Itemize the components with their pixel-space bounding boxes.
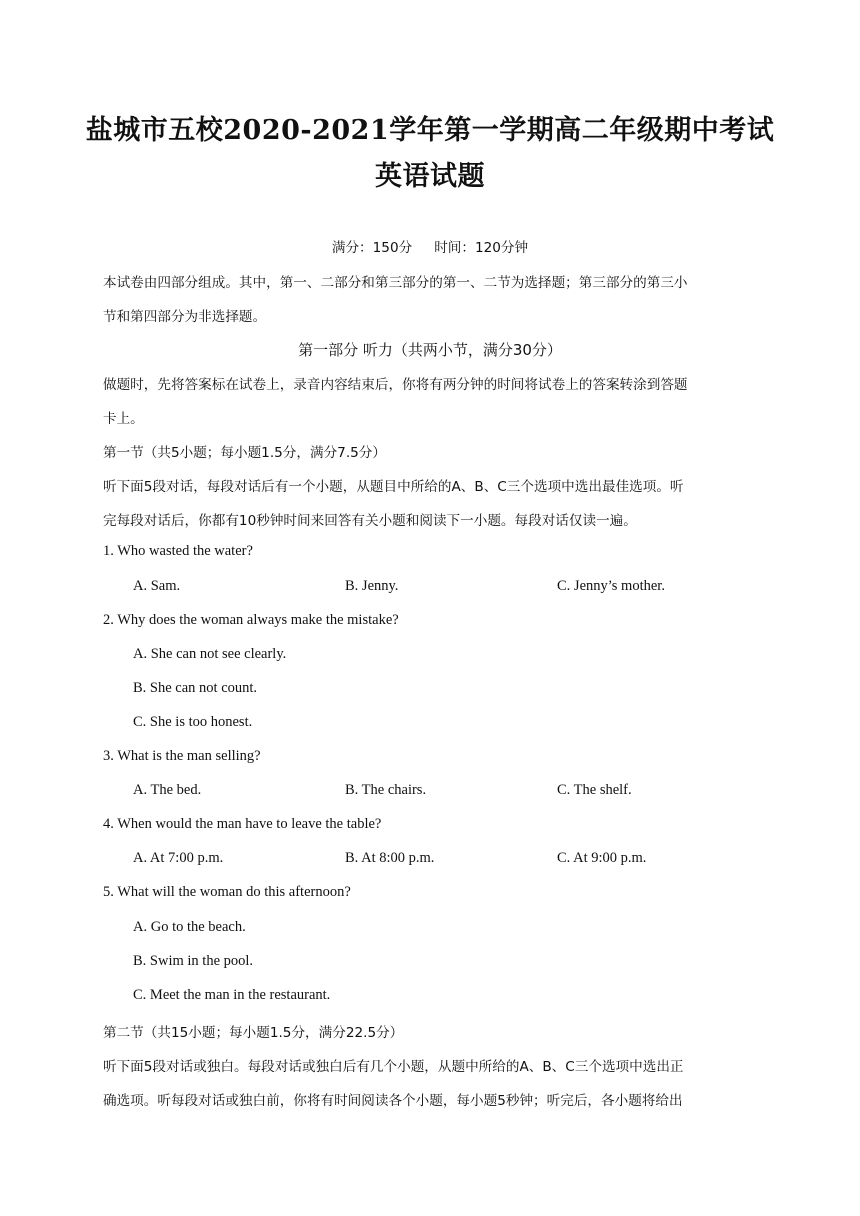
section1-instruction: 完每段对话后，你都有10秒钟时间来回答有关小题和阅读下一小题。每段对话仅读一遍。 (103, 513, 637, 529)
exam-meta (0, 236, 860, 256)
part1-instruction: 卡上。 (103, 411, 144, 427)
q4-option-c: C. At 9:00 p.m. (557, 850, 647, 866)
question-1: 1. Who wasted the water? (103, 543, 253, 559)
intro-line: 节和第四部分为非选择题。 (103, 309, 267, 325)
q3-option-a: A. The bed. (133, 782, 202, 798)
q3-option-b: B. The chairs. (345, 782, 427, 798)
exam-subtitle: 英语试题 (375, 161, 485, 192)
q1-option-a: A. Sam. (133, 578, 181, 594)
section2-heading: 第二节（共15小题；每小题1.5分，满分22.5分） (103, 1025, 404, 1041)
question-5: 5. What will the woman do this afternoon? (103, 884, 351, 900)
part1-heading: 第一部分 听力（共两小节，满分30分） (298, 341, 562, 359)
part1-instruction: 做题时，先将答案标在试卷上，录音内容结束后，你将有两分钟的时间将试卷上的答案转涂到答题 (103, 377, 688, 393)
time-info: 时间：120分钟 (434, 240, 529, 256)
q2-option-b: B. She can not count. (133, 680, 258, 696)
exam-title: 盐城市五校2020-2021学年第一学期高二年级期中考试 (85, 115, 775, 146)
section1-instruction: 听下面5段对话，每段对话后有一个小题，从题目中所给的A、B、C三个选项中选出最佳选项。听 (103, 479, 684, 495)
q3-option-c: C. The shelf. (557, 782, 632, 798)
q1-option-c: C. Jenny’s mother. (557, 578, 665, 594)
q4-option-a: A. At 7:00 p.m. (133, 850, 224, 866)
question-4: 4. When would the man have to leave the table? (103, 816, 382, 832)
section2-instruction: 确选项。听每段对话或独白前，你将有时间阅读各个小题，每小题5秒钟；听完后，各小题将给出 (103, 1093, 683, 1109)
intro-line: 本试卷由四部分组成。其中，第一、二部分和第三部分的第一、二节为选择题；第三部分的第三小 (103, 275, 688, 291)
q5-option-a: A. Go to the beach. (133, 919, 246, 935)
q5-option-c: C. Meet the man in the restaurant. (133, 987, 331, 1003)
question-2: 2. Why does the woman always make the mistake? (103, 612, 399, 628)
score-info: 满分：150分 (331, 240, 413, 256)
question-3: 3. What is the man selling? (103, 748, 261, 764)
q2-option-c: C. She is too honest. (133, 714, 253, 730)
q1-option-b: B. Jenny. (345, 578, 399, 594)
section2-instruction: 听下面5段对话或独白。每段对话或独白后有几个小题，从题中所给的A、B、C三个选项中选出正 (103, 1059, 684, 1075)
q2-option-a: A. She can not see clearly. (133, 646, 287, 662)
q5-option-b: B. Swim in the pool. (133, 953, 254, 969)
q4-option-b: B. At 8:00 p.m. (345, 850, 435, 866)
section1-heading: 第一节（共5小题；每小题1.5分，满分7.5分） (103, 445, 386, 461)
